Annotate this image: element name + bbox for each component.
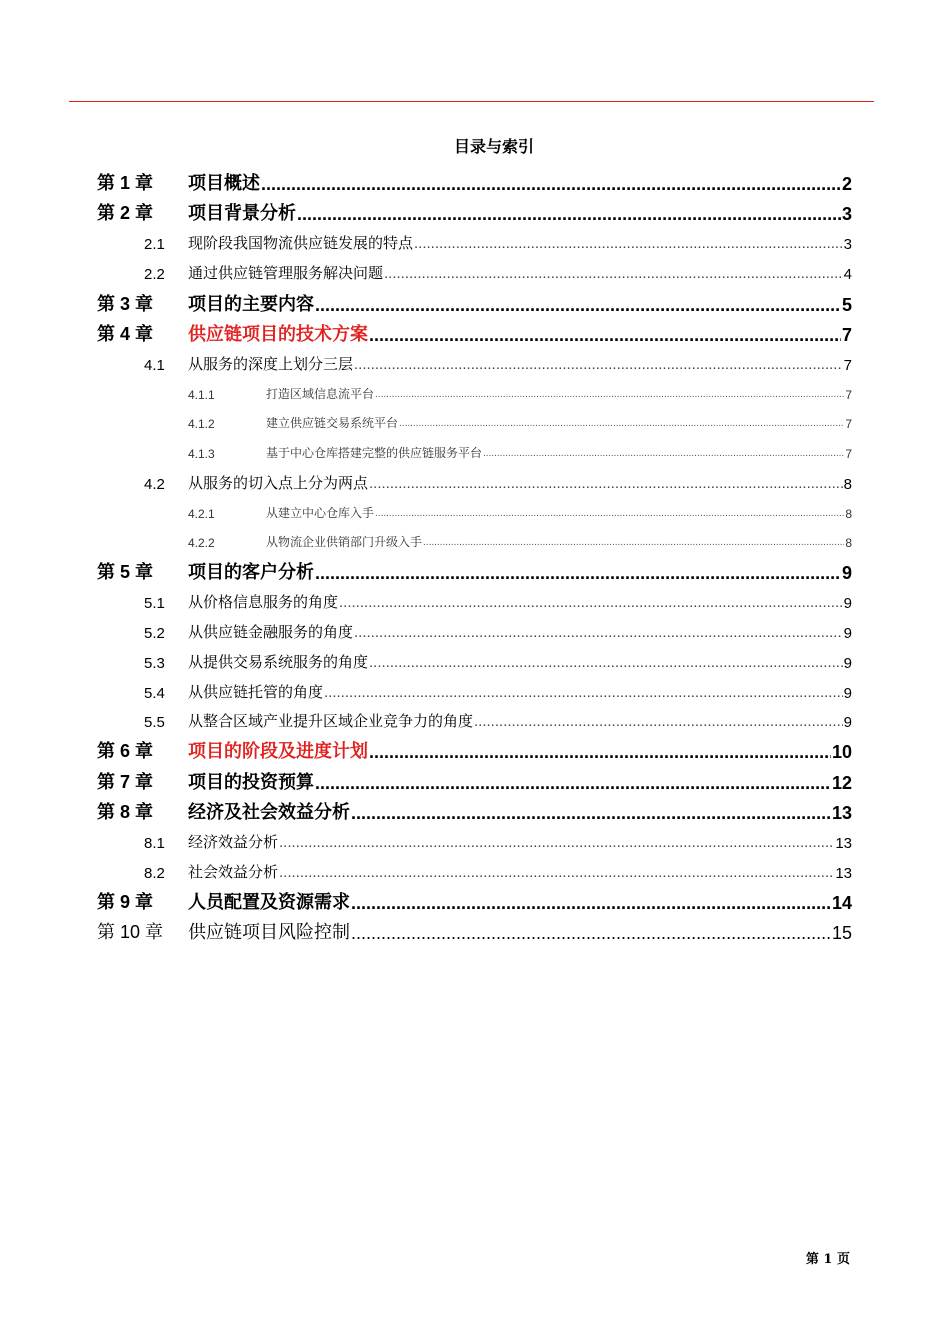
toc-entry-number: 2.2 xyxy=(144,266,165,283)
toc-entry-page: 9 xyxy=(841,563,852,583)
toc-entry-number: 第 4 章 xyxy=(97,324,154,344)
toc-leader-dots xyxy=(369,654,843,672)
toc-leader-dots xyxy=(351,802,831,824)
toc-entry-title: 供应链项目风险控制 xyxy=(188,922,350,942)
toc-entry-page: 13 xyxy=(835,835,852,852)
toc-entry-page: 9 xyxy=(843,714,852,731)
toc-entry-page: 4 xyxy=(843,266,852,283)
toc-entry-title: 从建立中心仓库入手 xyxy=(266,506,375,520)
toc-entry-page: 2 xyxy=(841,174,852,194)
toc-entry-number: 第 7 章 xyxy=(97,772,154,792)
toc-entry-8-1[interactable] xyxy=(97,830,852,852)
toc-entry-number: 4.1.1 xyxy=(188,388,215,402)
toc-entry-第10章[interactable] xyxy=(97,918,852,944)
toc-entry-page: 12 xyxy=(831,773,852,793)
toc-leader-dots xyxy=(375,388,844,402)
toc-entry-number: 第 2 章 xyxy=(97,203,154,223)
toc-entry-title: 从服务的切入点上分为两点 xyxy=(188,475,369,492)
toc-entry-4-2[interactable] xyxy=(97,471,852,493)
toc-entry-4-1-1[interactable] xyxy=(97,384,852,402)
toc-leader-dots xyxy=(354,624,843,642)
toc-entry-page: 13 xyxy=(835,865,852,882)
toc-entry-page: 5 xyxy=(841,295,852,315)
toc-entry-title: 供应链项目的技术方案 xyxy=(188,324,368,344)
toc-entry-第9章[interactable] xyxy=(97,888,852,914)
toc-entry-8-2[interactable] xyxy=(97,860,852,882)
toc-entry-第6章[interactable] xyxy=(97,737,852,763)
toc-entry-number: 第 10 章 xyxy=(97,922,164,942)
toc-leader-dots xyxy=(315,562,841,584)
toc-entry-page: 3 xyxy=(841,204,852,224)
toc-entry-title: 从供应链托管的角度 xyxy=(188,684,324,701)
toc-entry-title: 项目的主要内容 xyxy=(188,294,314,314)
toc-leader-dots xyxy=(414,235,843,253)
toc-entry-page: 7 xyxy=(845,388,852,402)
toc-entry-page: 9 xyxy=(843,685,852,702)
toc-entry-page: 7 xyxy=(843,357,852,374)
page-number: 第 1 页 xyxy=(805,1252,850,1267)
toc-entry-title: 通过供应链管理服务解决问题 xyxy=(188,265,384,282)
toc-entry-title: 现阶段我国物流供应链发展的特点 xyxy=(188,235,414,252)
toc-entry-5-2[interactable] xyxy=(97,620,852,642)
toc-entry-number: 8.2 xyxy=(144,865,165,882)
toc-entry-第7章[interactable] xyxy=(97,768,852,794)
toc-leader-dots xyxy=(297,203,841,225)
toc-entry-number: 5.4 xyxy=(144,685,165,702)
toc-entry-第2章[interactable] xyxy=(97,199,852,225)
toc-entry-page: 8 xyxy=(845,507,852,521)
toc-entry-page: 3 xyxy=(843,236,852,253)
toc-leader-dots xyxy=(399,417,844,431)
toc-entry-number: 4.2.2 xyxy=(188,536,215,550)
toc-entry-number: 4.1.2 xyxy=(188,417,215,431)
toc-entry-number: 2.1 xyxy=(144,236,165,253)
toc-entry-number: 第 8 章 xyxy=(97,802,154,822)
toc-entry-title: 项目的客户分析 xyxy=(188,562,314,582)
toc-entry-number: 8.1 xyxy=(144,835,165,852)
toc-entry-title: 经济效益分析 xyxy=(188,834,279,851)
toc-entry-5-4[interactable] xyxy=(97,680,852,702)
toc-entry-2-1[interactable] xyxy=(97,231,852,253)
toc-leader-dots xyxy=(474,713,843,731)
toc-leader-dots xyxy=(339,594,843,612)
toc-entry-title: 经济及社会效益分析 xyxy=(188,802,350,822)
toc-entry-4-2-2[interactable] xyxy=(97,532,852,550)
toc-entry-4-1-3[interactable] xyxy=(97,443,852,461)
toc-entry-number: 第 9 章 xyxy=(97,892,154,912)
toc-leader-dots xyxy=(369,324,841,346)
toc-entry-page: 9 xyxy=(843,655,852,672)
toc-entry-number: 5.5 xyxy=(144,714,165,731)
toc-entry-title: 从物流企业供销部门升级入手 xyxy=(266,535,423,549)
toc-entry-title: 从服务的深度上划分三层 xyxy=(188,356,354,373)
toc-entry-number: 第 5 章 xyxy=(97,562,154,582)
toc-entry-5-5[interactable] xyxy=(97,709,852,731)
toc-entry-page: 10 xyxy=(831,742,852,762)
toc-leader-dots xyxy=(369,741,831,763)
toc-entry-第5章[interactable] xyxy=(97,558,852,584)
toc-entry-page: 7 xyxy=(845,447,852,461)
toc-leader-dots xyxy=(423,536,844,550)
toc-entry-title: 从价格信息服务的角度 xyxy=(188,594,339,611)
toc-entry-number: 5.1 xyxy=(144,595,165,612)
toc-entry-title: 从供应链金融服务的角度 xyxy=(188,624,354,641)
toc-leader-dots xyxy=(354,356,843,374)
toc-entry-title: 从整合区域产业提升区域企业竞争力的角度 xyxy=(188,713,474,730)
toc-entry-title: 人员配置及资源需求 xyxy=(188,892,350,912)
toc-entry-title: 项目概述 xyxy=(188,173,260,193)
toc-entry-number: 第 1 章 xyxy=(97,173,154,193)
toc-entry-title: 建立供应链交易系统平台 xyxy=(266,416,399,430)
toc-entry-第4章[interactable] xyxy=(97,320,852,346)
toc-leader-dots xyxy=(315,772,831,794)
toc-entry-page: 8 xyxy=(845,536,852,550)
toc-entry-第1章[interactable] xyxy=(97,169,852,195)
toc-entry-page: 13 xyxy=(831,803,852,823)
toc-entry-4-1[interactable] xyxy=(97,352,852,374)
toc-entry-title: 社会效益分析 xyxy=(188,864,279,881)
toc-entry-number: 4.2 xyxy=(144,476,165,493)
toc-entry-title: 项目的阶段及进度计划 xyxy=(188,741,368,761)
toc-entry-page: 15 xyxy=(831,923,852,943)
toc-entry-number: 4.1.3 xyxy=(188,447,215,461)
toc-entry-title: 从提供交易系统服务的角度 xyxy=(188,654,369,671)
toc-leader-dots xyxy=(315,294,841,316)
toc-entry-第8章[interactable] xyxy=(97,798,852,824)
toc-entry-5-1[interactable] xyxy=(97,590,852,612)
toc-entry-page: 14 xyxy=(831,893,852,913)
toc-leader-dots xyxy=(483,447,844,461)
toc-entry-4-2-1[interactable] xyxy=(97,503,852,521)
toc-leader-dots xyxy=(279,834,834,852)
toc-entry-number: 5.3 xyxy=(144,655,165,672)
toc-entry-title: 基于中心仓库搭建完整的供应链服务平台 xyxy=(266,446,483,460)
toc-entry-page: 9 xyxy=(843,595,852,612)
toc-entry-5-3[interactable] xyxy=(97,650,852,672)
toc-leader-dots xyxy=(351,892,831,914)
toc-entry-number: 4.1 xyxy=(144,357,165,374)
toc-entry-number: 4.2.1 xyxy=(188,507,215,521)
toc-title: 目录与索引 xyxy=(453,139,534,156)
toc-entry-page: 8 xyxy=(843,476,852,493)
toc-entry-title: 项目背景分析 xyxy=(188,203,296,223)
toc-entry-2-2[interactable] xyxy=(97,261,852,283)
toc-leader-dots xyxy=(324,684,843,702)
toc-entry-page: 7 xyxy=(845,417,852,431)
toc-entry-title: 打造区域信息流平台 xyxy=(266,387,375,401)
toc-entry-page: 7 xyxy=(841,325,852,345)
toc-leader-dots xyxy=(279,864,834,882)
toc-leader-dots xyxy=(351,922,831,944)
toc-leader-dots xyxy=(384,265,843,283)
toc-entry-第3章[interactable] xyxy=(97,290,852,316)
toc-entry-4-1-2[interactable] xyxy=(97,413,852,431)
toc-entry-number: 第 3 章 xyxy=(97,294,154,314)
toc-entry-number: 5.2 xyxy=(144,625,165,642)
toc-leader-dots xyxy=(261,173,841,195)
header-rule xyxy=(69,101,874,102)
toc-entry-page: 9 xyxy=(843,625,852,642)
toc-entry-title: 项目的投资预算 xyxy=(188,772,314,792)
toc-leader-dots xyxy=(375,507,844,521)
toc-entry-number: 第 6 章 xyxy=(97,741,154,761)
toc-leader-dots xyxy=(369,475,843,493)
